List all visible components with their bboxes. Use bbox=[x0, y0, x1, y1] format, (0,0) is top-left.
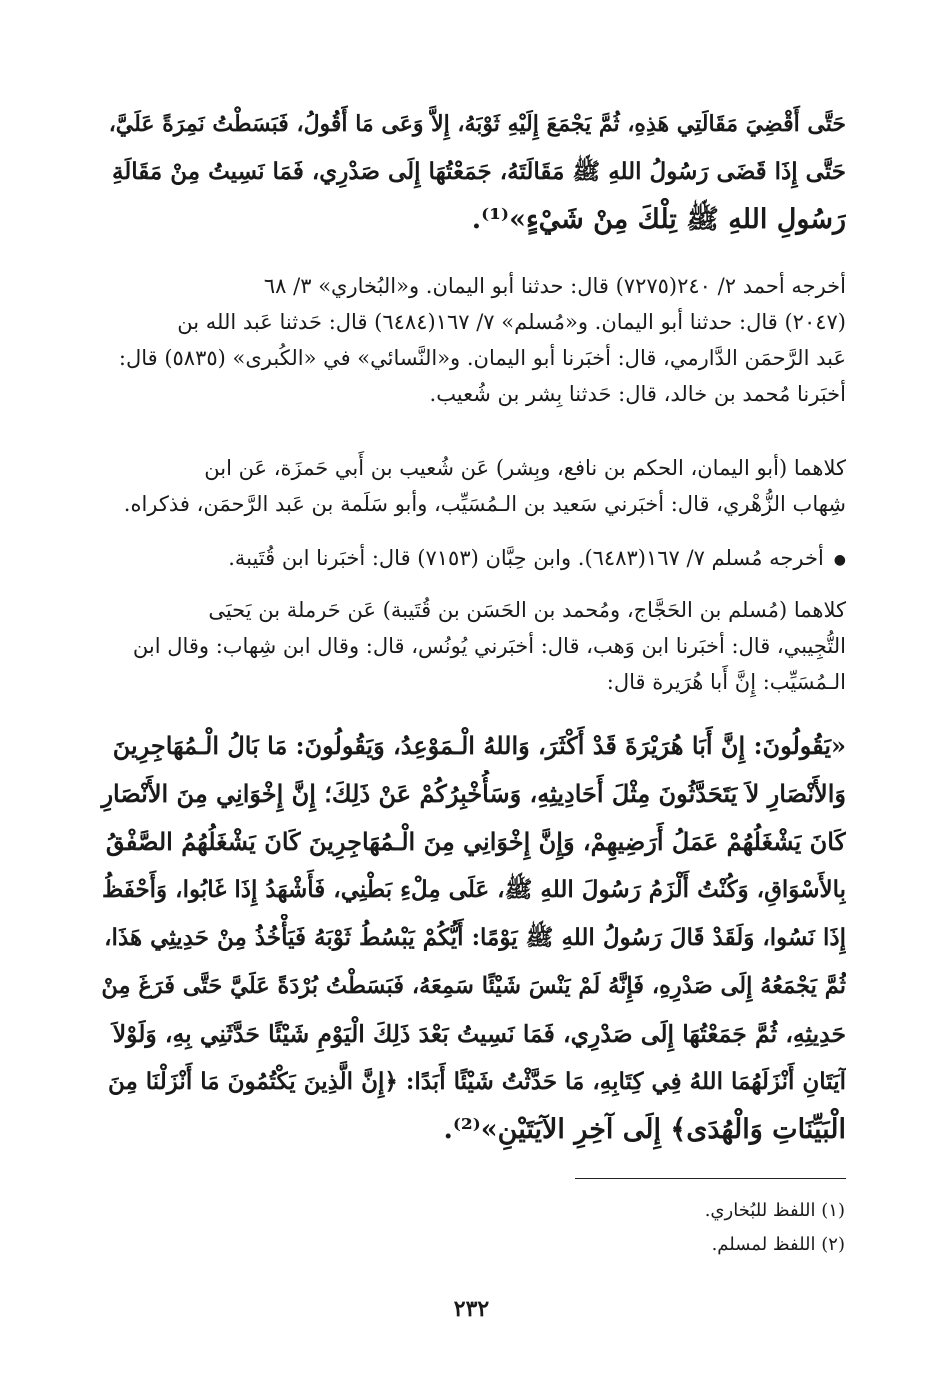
takhrij-paragraph bbox=[100, 450, 846, 522]
text-line: ثُمَّ يَجْمَعُهُ إِلَى صَدْرِهِ، فَإِنَّهُ لَمْ يَنْسَ شَيْئًا سَمِعَهُ، فَبَسَطْتُ بُرْدَةً عَلَيَّ حَتَّى فَرَغَ مِنْ bbox=[101, 973, 846, 999]
text-line: أخرجه أحمد ٢/ ٢٤٠(٧٢٧٥) قال: حدثنا أبو اليمان. و«البُخاري» ٣/ ٦٨ bbox=[263, 274, 846, 298]
text-line: حَتَّى إِذَا قَضَى رَسُولُ اللهِ ﷺ مَقَالَتَهُ، جَمَعْتُهَا إِلَى صَدْرِي، فَمَا نَسِيتُ مِنْ مَقَالَةِ bbox=[111, 158, 846, 185]
text-line: كَانَ يَشْغَلُهُمْ عَمَلُ أَرَضِيهِمْ، وَإِنَّ إِخْوَانِي مِنَ الْـمُهَاجِرِينَ كَانَ يَشْغَلُهُمُ الصَّفْقُ bbox=[105, 827, 846, 856]
text-line: عَبد الرَّحمَن الدَّارمي، قال: أخبَرنا أبو اليمان. و«النَّسائي» في «الكُبرى» (٥٨٣٥) قال: bbox=[118, 346, 846, 370]
text-line: حَتَّى أَقْضِيَ مَقَالَتِي هَذِهِ، ثُمَّ يَجْمَعَ إِلَيْهِ ثَوْبَهُ، إِلاَّ وَعَى مَا أَقُولُ، فَبَسَطْتُ نَمِرَةً عَلَيَّ، bbox=[108, 111, 846, 137]
text-line: كلاهما (مُسلم بن الحَجَّاج، ومُحمد بن الحَسَن بن قُتَيبة) عَن حَرملة بن يَحيَى bbox=[208, 598, 846, 622]
page-number: ٢٣٢ bbox=[453, 1296, 490, 1322]
text-line: إِذَا نَسُوا، وَلَقَدْ قَالَ رَسُولُ اللهِ ﷺ يَوْمًا: أَيُّكُمْ يَبْسُطُ ثَوْبَهُ فَيَأْخُذُ مِنْ حَدِيثِي هَذَا، bbox=[104, 924, 846, 951]
text-line: آيَتَانِ أَنْزَلَهُمَا اللهُ فِي كِتَابِهِ، مَا حَدَّثْتُ شَيْئًا أَبَدًا: ﴿إِنَّ الَّذِينَ يَكْتُمُونَ مَا أَنْزَلْنَا مِنَ bbox=[107, 1068, 846, 1095]
text-line: كلاهما (أبو اليمان، الحكم بن نافع، وبِشر) عَن شُعيب بن أَبي حَمزَة، عَن ابن bbox=[204, 456, 846, 480]
text-line: «يَقُولُونَ: إِنَّ أَبَا هُرَيْرَةَ قَدْ أَكْثَرَ، وَاللهُ الْـمَوْعِدُ، وَيَقُولُونَ: مَا بَالُ الْـمُهَاجِرِينَ bbox=[112, 731, 846, 760]
footnote-separator bbox=[575, 1178, 846, 1179]
text-line: الـمُسَيِّب: إِنَّ أَبا هُرَيرة قال: bbox=[606, 670, 846, 694]
takhrij-paragraph bbox=[100, 268, 846, 412]
text-line: بِالأَسْوَاقِ، وَكُنْتُ أَلْزَمُ رَسُولَ اللهِ ﷺ، عَلَى مِلْءِ بَطْنِي، فَأَشْهَدُ إِذَا غَابُوا، وَأَحْفَظُ bbox=[101, 876, 846, 903]
text-line: وَالأَنْصَارِ لاَ يَتَحَدَّثُونَ مِثْلَ أَحَادِيثِهِ، وَسَأُخْبِرُكُمْ عَنْ ذَلِكَ؛ إِنَّ إِخْوَانِي مِنَ الأَنْصَارِ bbox=[101, 779, 846, 808]
takhrij-bullet bbox=[100, 540, 846, 578]
text-line: التُّجِيبي، قال: أخبَرنا ابن وَهب، قال: أخبَرني يُونُس، قال: وقال ابن شِهاب: وقال ابن bbox=[132, 634, 846, 658]
bullet-item: ● أخرجه مُسلم ٧/ ١٦٧(٦٤٨٣). وابن حِبَّان (٧١٥٣) قال: أخبَرنا ابن قُتَيبة. bbox=[100, 540, 846, 578]
text-line: حَدِيثِهِ، ثُمَّ جَمَعْتُهَا إِلَى صَدْرِي، فَمَا نَسِيتُ بَعْدَ ذَلِكَ الْيَوْمِ شَيْئًا حَدَّثَنِي بِهِ، وَلَوْلاَ bbox=[112, 1020, 846, 1048]
hadith-text-top bbox=[100, 100, 846, 244]
text-line: شِهاب الزُّهْري، قال: أخبَرني سَعيد بن الـمُسَيِّب، وأبو سَلَمة بن عَبد الرَّحمَن، فذكراه. bbox=[123, 492, 846, 516]
takhrij-paragraph bbox=[100, 592, 846, 700]
footnote-2: (٢) اللفظ لمسلم. bbox=[711, 1234, 845, 1255]
text-line: الْبَيِّنَاتِ وَالْهُدَى﴾ إِلَى آخِرِ الآيَتَيْنِ»⁽²⁾. bbox=[443, 1114, 846, 1145]
footnote-1: (١) اللفظ للبُخاري. bbox=[704, 1200, 845, 1221]
text-line: (٢٠٤٧) قال: حدثنا أبو اليمان. و«مُسلم» ٧/ ١٦٧(٦٤٨٤) قال: حَدثنا عَبد الله بن bbox=[177, 310, 846, 334]
text-line: أخبَرنا مُحمد بن خالد، قال: حَدثنا بِشر بن شُعيب. bbox=[429, 382, 846, 406]
text-line: رَسُولِ اللهِ ﷺ تِلْكَ مِنْ شَيْءٍ»⁽¹⁾. bbox=[471, 204, 846, 235]
hadith-text-main bbox=[100, 722, 846, 1154]
